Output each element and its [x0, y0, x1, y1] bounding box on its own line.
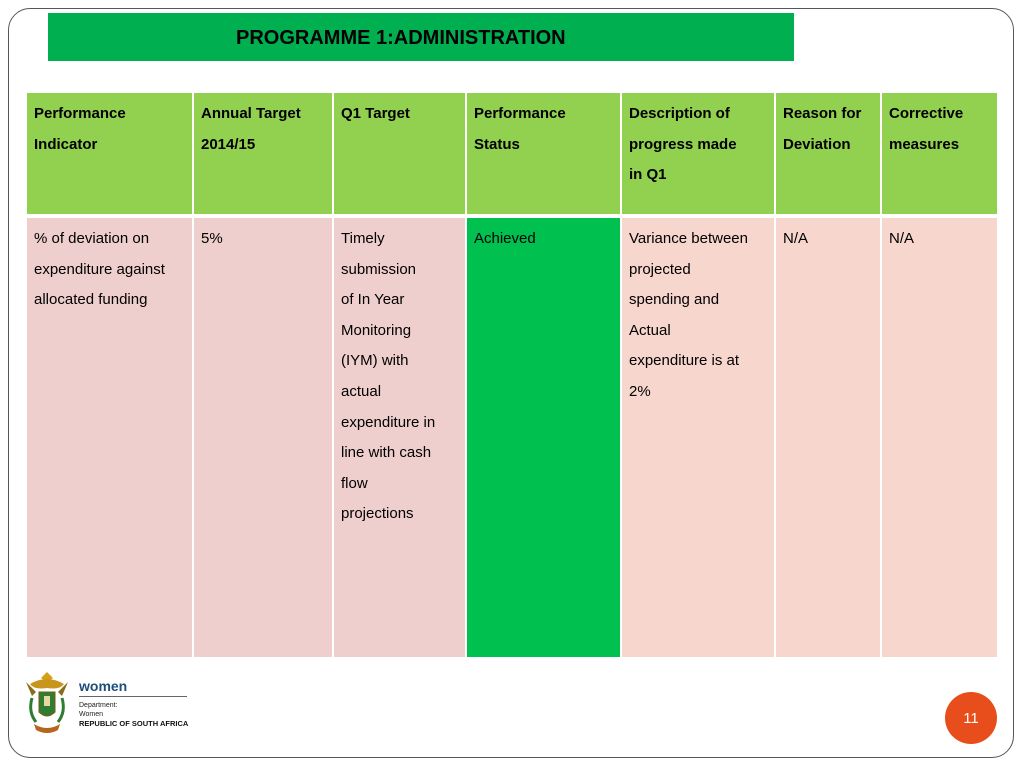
- performance-table: [25, 91, 999, 659]
- table-row: [26, 216, 998, 658]
- logo-wordmark: women: [79, 678, 128, 694]
- header-q1-target: Q1 Target: [333, 92, 466, 216]
- header-description: Description of progress made in Q1: [621, 92, 775, 216]
- title-bar: [48, 13, 794, 61]
- table-header-row: [26, 92, 998, 216]
- cell-reason: N/A: [775, 216, 881, 658]
- page-title: PROGRAMME 1:ADMINISTRATION: [236, 27, 566, 49]
- logo-women: Women: [79, 711, 103, 718]
- header-corrective: Corrective measures: [881, 92, 998, 216]
- cell-annual-target: 5%: [193, 216, 333, 658]
- cell-corrective: N/A: [881, 216, 998, 658]
- cell-description: Variance between projected spending and Actual expenditure is at 2%: [621, 216, 775, 658]
- header-reason: Reason for Deviation: [775, 92, 881, 216]
- header-annual-target: Annual Target 2014/15: [193, 92, 333, 216]
- logo-department: Department:: [79, 702, 118, 709]
- department-logo: [22, 668, 192, 738]
- logo-divider: [79, 696, 187, 697]
- cell-q1-target: Timely submission of In Year Monitoring (IYM) with actual expenditure in line with cash flow projections: [333, 216, 466, 658]
- cell-indicator: % of deviation on expenditure against allocated funding: [26, 216, 193, 658]
- cell-status-achieved: Achieved: [466, 216, 621, 658]
- page-number-badge: 11: [945, 692, 997, 744]
- header-performance-indicator: Performance Indicator: [26, 92, 193, 216]
- logo-republic: REPUBLIC OF SOUTH AFRICA: [79, 719, 189, 728]
- coat-of-arms-icon: [22, 668, 72, 738]
- header-performance-status: Performance Status: [466, 92, 621, 216]
